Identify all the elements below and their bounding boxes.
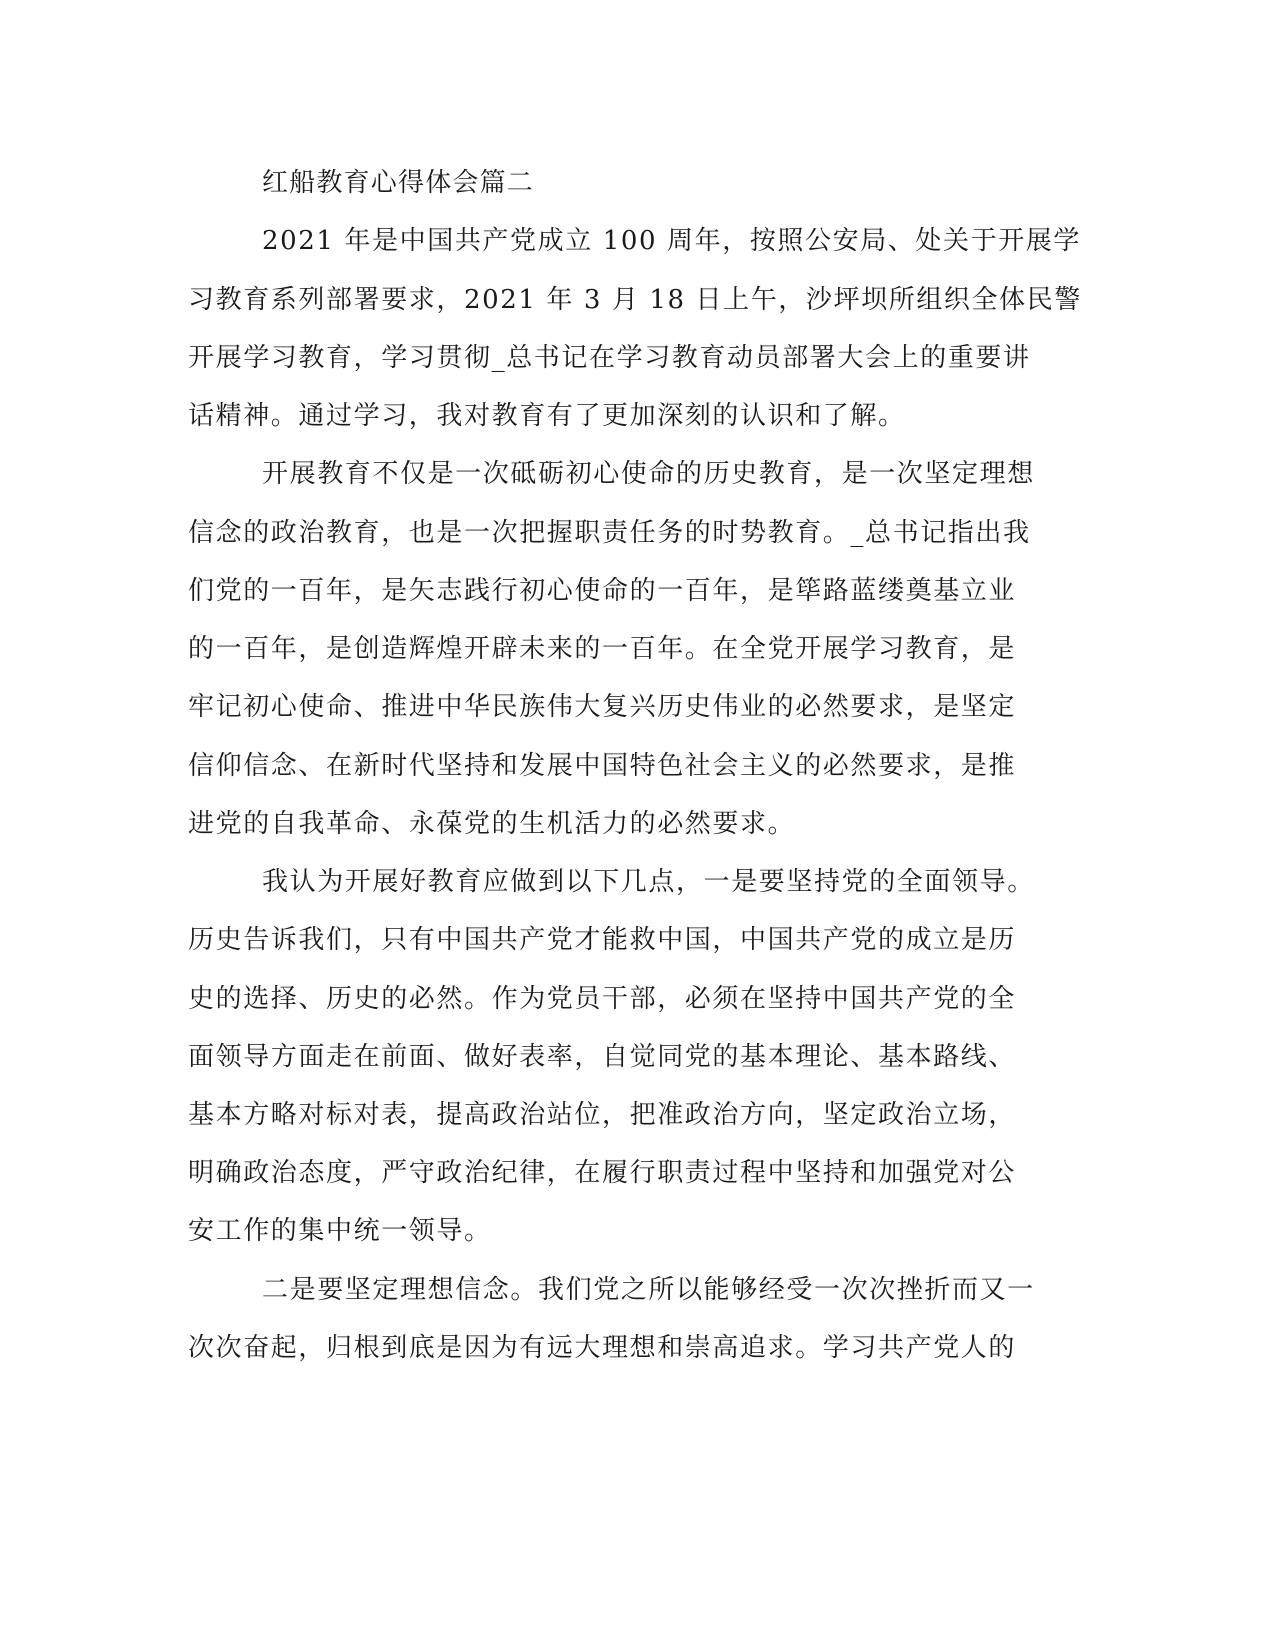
paragraph-line: 二是要坚定理想信念。我们党之所以能够经受一次次挫折而又一 [262,1275,1035,1305]
paragraph-line: 安工作的集中统一领导。 [188,1216,492,1246]
paragraph-line: 进党的自我革命、永葆党的生机活力的必然要求。 [188,809,796,839]
paragraph-line: 牢记初心使命、推进中华民族伟大复兴历史伟业的必然要求，是坚定 [188,692,1017,722]
paragraph-line: 历史告诉我们，只有中国共产党才能救中国，中国共产党的成立是历 [188,925,1017,955]
paragraph-line: 开展教育不仅是一次砥砺初心使命的历史教育，是一次坚定理想 [262,459,1035,489]
paragraph-line: 次次奋起，归根到底是因为有远大理想和崇高追求。学习共产党人的 [188,1333,1017,1363]
paragraph-line: 开展学习教育，学习贯彻_总书记在学习教育动员部署大会上的重要讲 [188,343,1031,373]
paragraph-line: 的一百年，是创造辉煌开辟未来的一百年。在全党开展学习教育，是 [188,634,1017,664]
paragraph-line: 基本方略对标对表，提高政治站位，把准政治方向，坚定政治立场， [188,1100,1017,1130]
paragraph-line: 史的选择、历史的必然。作为党员干部，必须在坚持中国共产党的全 [188,984,1017,1014]
paragraph-line: 我认为开展好教育应做到以下几点，一是要坚持党的全面领导。 [262,867,1035,897]
document-title: 红船教育心得体会篇二 [262,168,535,198]
paragraph-line: 们党的一百年，是矢志践行初心使命的一百年，是筚路蓝缕奠基立业 [188,576,1017,606]
paragraph-line: 信仰信念、在新时代坚持和发展中国特色社会主义的必然要求，是推 [188,751,1017,781]
paragraph-line: 2021 年是中国共产党成立 100 周年，按照公安局、处关于开展学 [262,226,1081,256]
paragraph-line: 信念的政治教育，也是一次把握职责任务的时势教育。_总书记指出我 [188,518,1031,548]
paragraph-line: 面领导方面走在前面、做好表率，自觉同党的基本理论、基本路线、 [188,1042,1017,1072]
paragraph-line: 话精神。通过学习，我对教育有了更加深刻的认识和了解。 [188,401,906,431]
paragraph-line: 习教育系列部署要求，2021 年 3 月 18 日上午，沙坪坝所组织全体民警 [188,285,1082,315]
paragraph-line: 明确政治态度，严守政治纪律，在履行职责过程中坚持和加强党对公 [188,1158,1017,1188]
